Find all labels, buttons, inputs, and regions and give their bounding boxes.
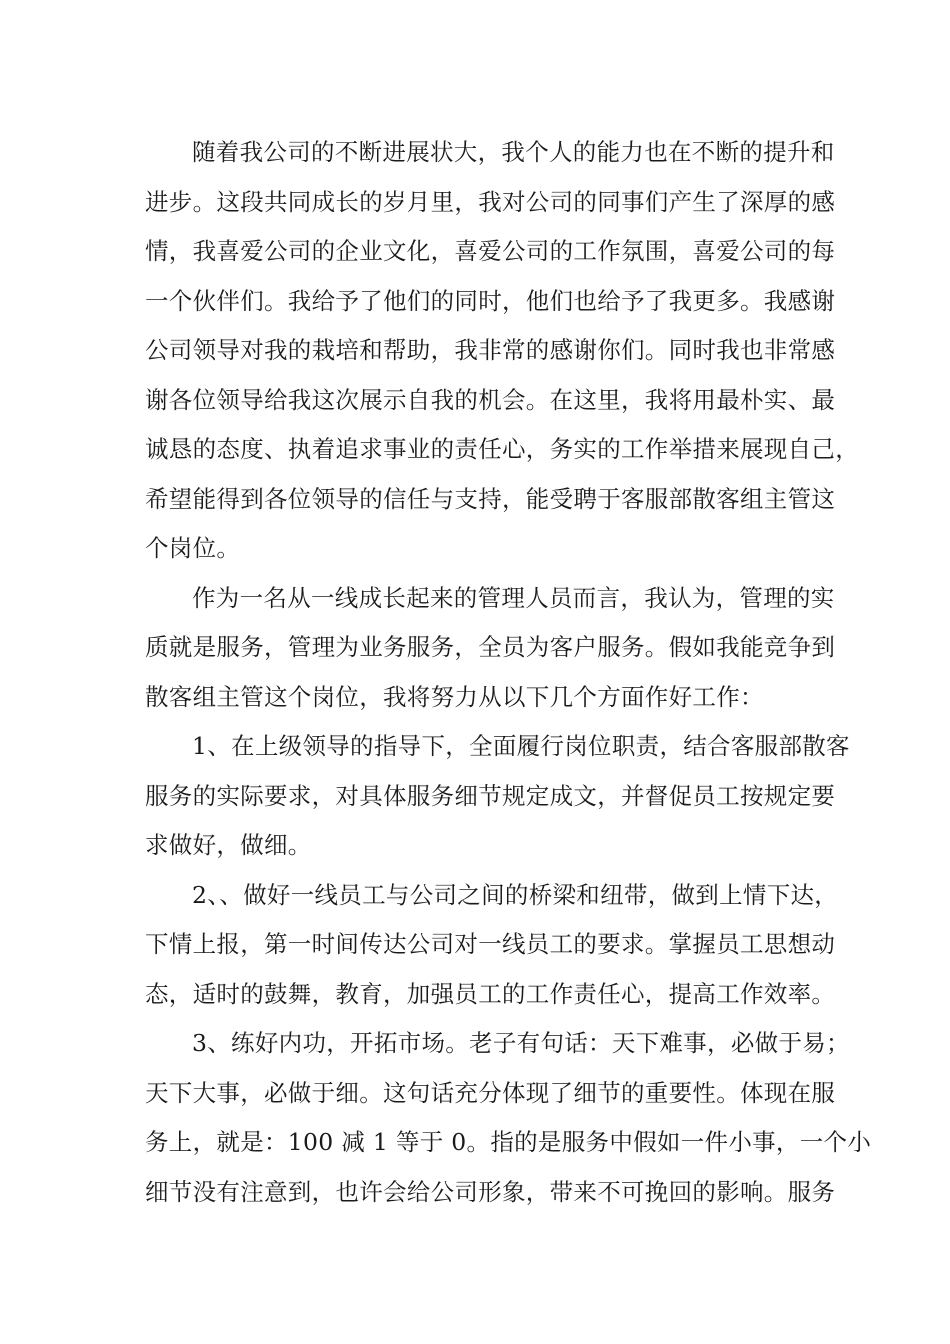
paragraph-3-line-3: 求做好，做细。 <box>145 831 312 859</box>
paragraph-3-line-1: 1、在上级领导的指导下，全面履行岗位职责，结合客服部散客 <box>192 732 850 760</box>
paragraph-5-line-3: 务上，就是：100 减 1 等于 0。指的是服务中假如一件小事，一个小 <box>145 1128 872 1156</box>
paragraph-1-line-6: 谢各位领导给我这次展示自我的机会。在这里，我将用最朴实、最 <box>145 385 836 414</box>
paragraph-1-line-5: 公司领导对我的栽培和帮助，我非常的感谢你们。同时我也非常感 <box>145 336 836 364</box>
paragraph-2-line-2: 质就是服务，管理为业务服务，全员为客户服务。假如我能竞争到 <box>145 633 836 661</box>
paragraph-2-line-1: 作为一名从一线成长起来的管理人员而言，我认为，管理的实 <box>192 583 835 612</box>
paragraph-1-line-4: 一个伙伴们。我给予了他们的同时，他们也给予了我更多。我感谢 <box>145 286 836 315</box>
paragraph-5-line-4: 细节没有注意到，也许会给公司形象，带来不可挽回的影响。服务 <box>145 1177 836 1206</box>
document-body <box>145 128 872 1217</box>
paragraph-1-line-1: 随着我公司的不断进展状大，我个人的能力也在不断的提升和 <box>192 138 835 166</box>
paragraph-5-line-1: 3、练好内功，开拓市场。老子有句话：天下难事，必做于易； <box>192 1029 850 1057</box>
paragraph-1-line-7: 诚恳的态度、执着追求事业的责任心，务实的工作举措来展现自己， <box>145 435 859 463</box>
paragraph-4-line-2: 下情上报，第一时间传达公司对一线员工的要求。掌握员工思想动 <box>145 930 836 958</box>
paragraph-1-line-3: 情，我喜爱公司的企业文化，喜爱公司的工作氛围，喜爱公司的每 <box>145 237 836 265</box>
paragraph-1-line-9: 个岗位。 <box>145 534 241 562</box>
paragraph-2-line-3: 散客组主管这个岗位，我将努力从以下几个方面作好工作： <box>145 682 764 711</box>
paragraph-4-line-1: 2、、做好一线员工与公司之间的桥梁和纽带，做到上情下达， <box>192 880 839 909</box>
paragraph-4-line-3: 态，适时的鼓舞，教育，加强员工的工作责任心，提高工作效率。 <box>145 979 836 1008</box>
paragraph-1-line-2: 进步。这段共同成长的岁月里，我对公司的同事们产生了深厚的感 <box>145 187 836 216</box>
paragraph-5-line-2: 天下大事，必做于细。这句话充分体现了细节的重要性。体现在服 <box>145 1078 836 1107</box>
paragraph-1-line-8: 希望能得到各位领导的信任与支持，能受聘于客服部散客组主管这 <box>145 484 836 513</box>
paragraph-3-line-2: 服务的实际要求，对具体服务细节规定成文，并督促员工按规定要 <box>145 781 836 810</box>
